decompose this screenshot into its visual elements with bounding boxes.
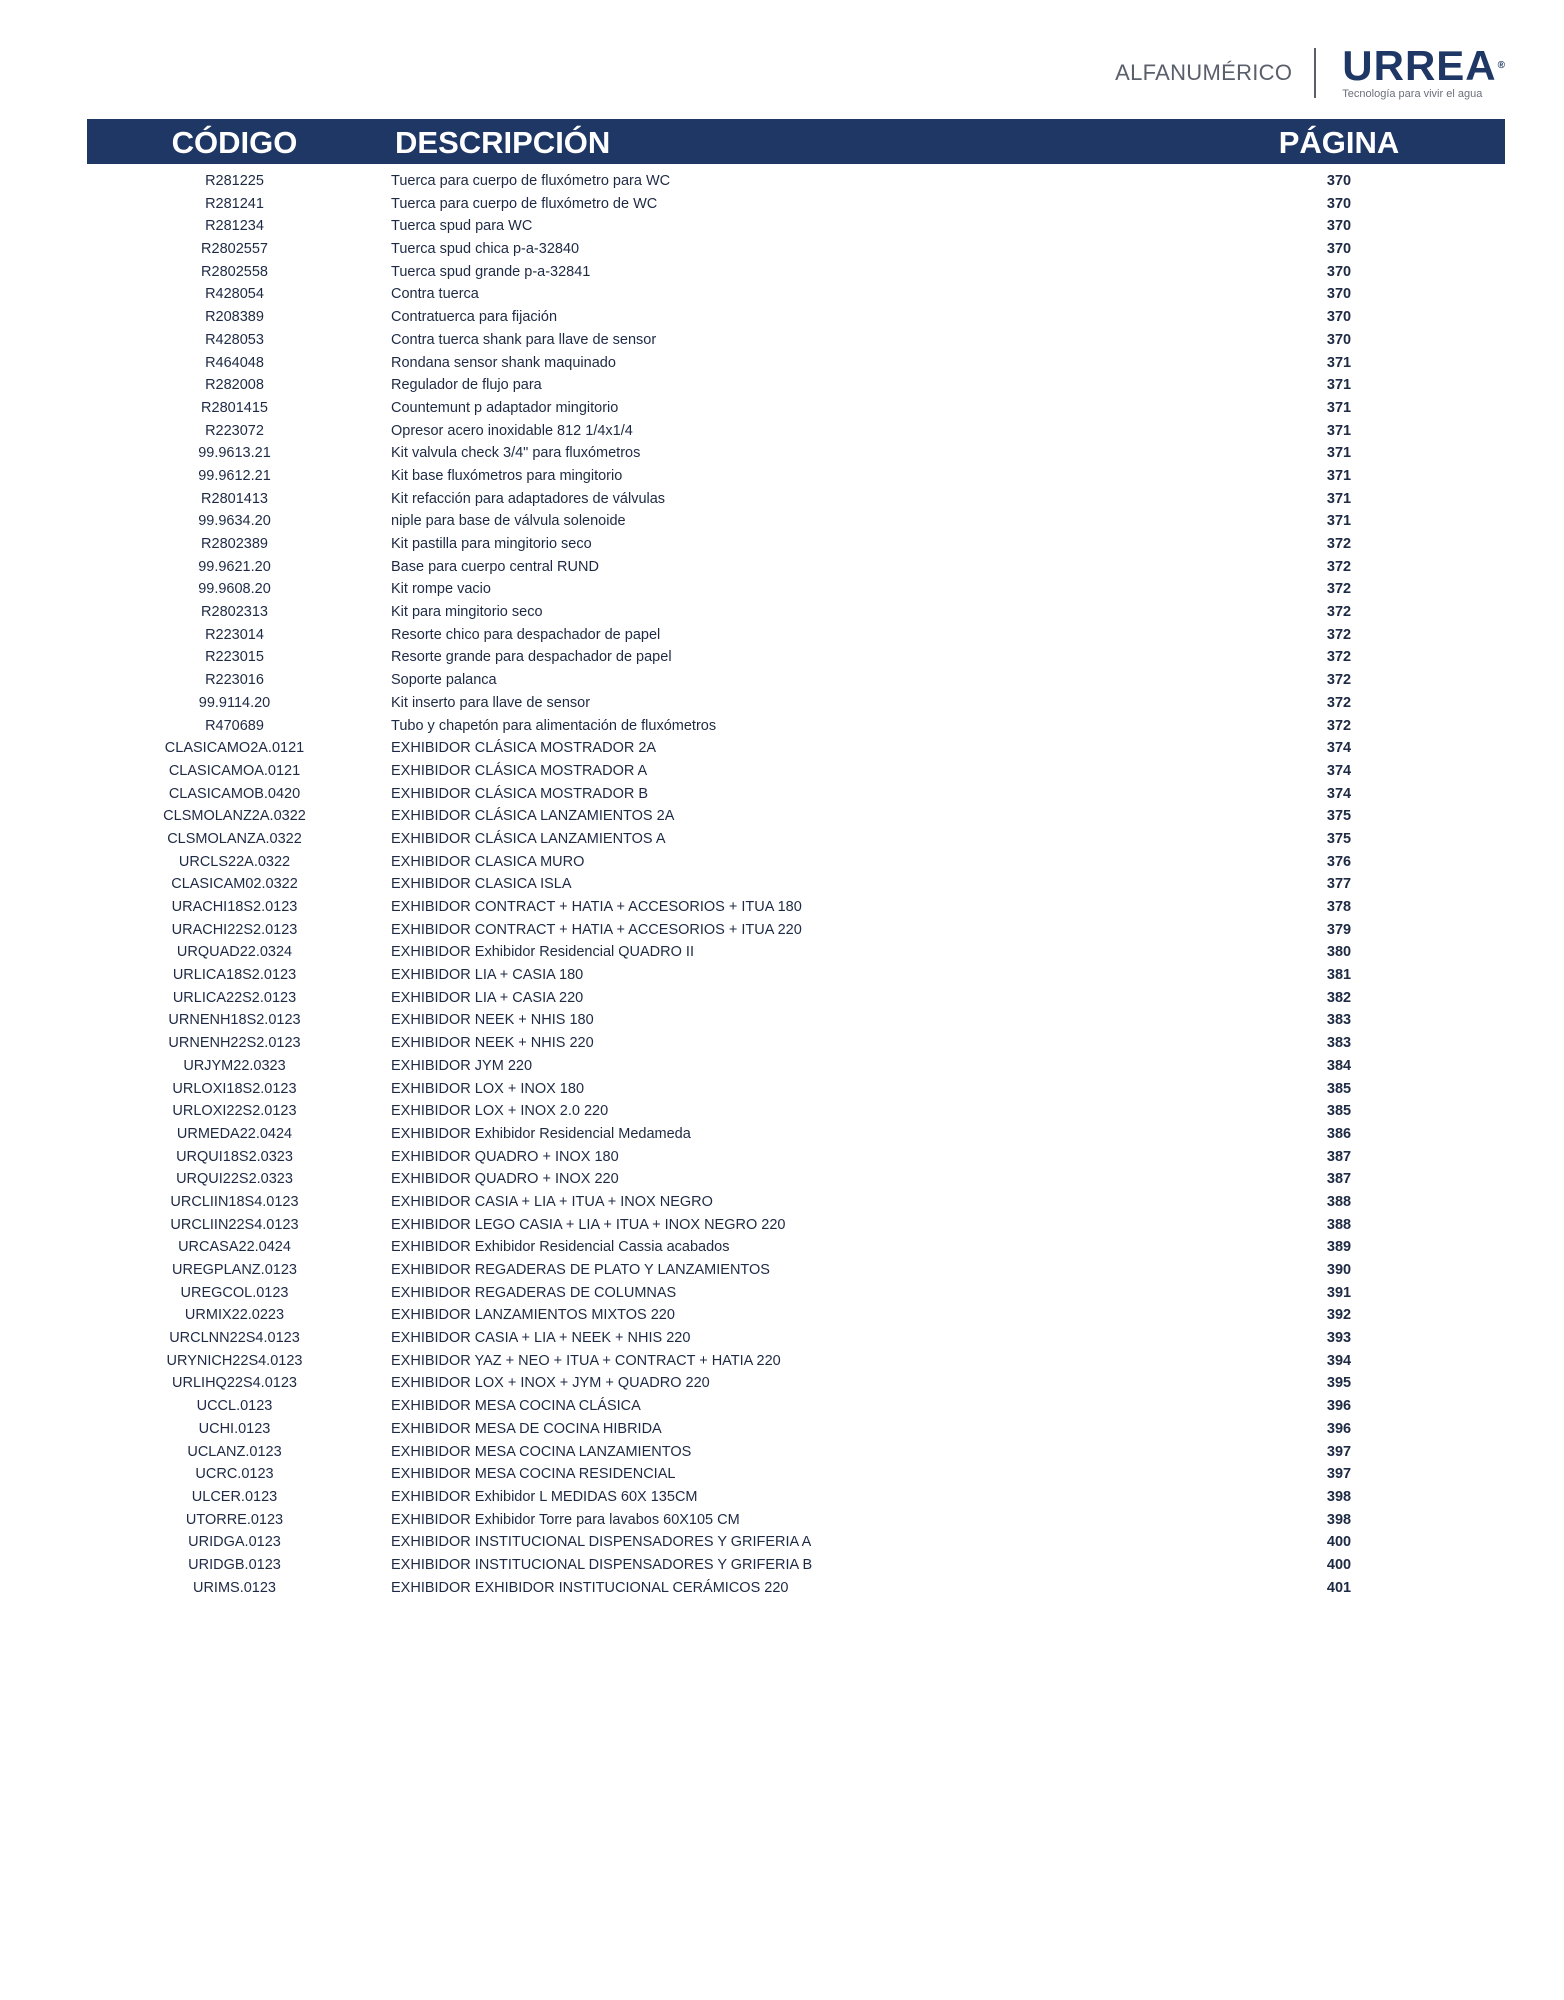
table-row (87, 873, 1505, 896)
table-row (87, 1236, 1505, 1259)
row-page: 381 (1326, 967, 1352, 984)
registered-mark: ® (1497, 60, 1506, 71)
table-row (87, 533, 1505, 556)
row-description: EXHIBIDOR CONTRACT + HATIA + ACCESORIOS + ITUA 180 (391, 899, 802, 915)
row-code: R281225 (205, 173, 264, 189)
row-code: URYNICH22S4.0123 (166, 1352, 303, 1369)
row-page: 392 (1326, 1307, 1352, 1324)
row-page: 372 (1326, 581, 1352, 598)
row-description: EXHIBIDOR LIA + CASIA 180 (391, 967, 584, 984)
row-description: EXHIBIDOR Exhibidor Torre para lavabos 60X105 CM (391, 1511, 740, 1528)
row-code: R464048 (205, 354, 264, 371)
row-description: EXHIBIDOR LOX + INOX 180 (391, 1080, 585, 1097)
table-row (87, 1554, 1505, 1577)
row-page: 397 (1326, 1443, 1352, 1460)
row-description: Kit valvula check 3/4" para fluxómetros (391, 445, 641, 462)
row-description: EXHIBIDOR LOX + INOX + JYM + QUADRO 220 (391, 1375, 710, 1392)
table-row (87, 329, 1505, 352)
table-row (87, 1441, 1505, 1464)
row-code: R2802557 (201, 241, 268, 258)
row-code: URQUAD22.0324 (176, 944, 293, 961)
row-page: 388 (1326, 1193, 1352, 1210)
row-description: Soporte palanca (391, 672, 497, 689)
row-description: Contratuerca para fijación (391, 309, 558, 326)
row-page: 372 (1326, 694, 1352, 711)
row-page: 372 (1326, 672, 1352, 689)
row-description: Kit rompe vacio (391, 581, 491, 598)
row-code: URCLIIN22S4.0123 (170, 1216, 299, 1233)
table-row (87, 624, 1505, 647)
row-page: 375 (1326, 808, 1352, 825)
table-header (87, 119, 1505, 164)
row-page: 387 (1326, 1148, 1352, 1165)
row-code: R208389 (205, 309, 264, 326)
row-code: URCLS22A.0322 (178, 853, 291, 870)
row-page: 372 (1326, 604, 1352, 621)
row-page: 379 (1326, 921, 1352, 938)
row-code: 99.9608.20 (198, 581, 271, 598)
row-page: 372 (1326, 536, 1352, 552)
table-row (87, 1191, 1505, 1214)
index-table-body (87, 170, 1505, 1599)
table-row (87, 352, 1505, 375)
table-row (87, 1327, 1505, 1350)
row-page: 383 (1326, 1012, 1352, 1029)
table-row (87, 510, 1505, 533)
table-row (87, 669, 1505, 692)
table-row (87, 1531, 1505, 1554)
row-code: URQUI22S2.0323 (176, 1171, 293, 1188)
row-description: EXHIBIDOR REGADERAS DE COLUMNAS (391, 1284, 677, 1301)
row-description: Resorte chico para despachador de papel (391, 626, 661, 643)
row-code: R2801413 (201, 490, 268, 507)
table-row (87, 1304, 1505, 1327)
row-page: 380 (1326, 944, 1352, 961)
row-code: R281234 (205, 218, 264, 235)
table-row (87, 941, 1505, 964)
row-code: URMEDA22.0424 (176, 1125, 293, 1142)
row-code: URJYM22.0323 (183, 1057, 286, 1074)
row-page: 372 (1326, 626, 1352, 643)
table-row (87, 646, 1505, 669)
table-row (87, 737, 1505, 760)
row-code: URLOXI18S2.0123 (172, 1080, 297, 1097)
table-row (87, 919, 1505, 942)
table-row (87, 1009, 1505, 1032)
row-page: 371 (1326, 354, 1352, 371)
table-row (87, 238, 1505, 261)
brand-name: URREA® (1342, 42, 1506, 89)
row-description: EXHIBIDOR NEEK + NHIS 220 (391, 1035, 594, 1052)
row-description: EXHIBIDOR NEEK + NHIS 180 (391, 1012, 594, 1029)
table-row (87, 1259, 1505, 1282)
table-row (87, 1395, 1505, 1418)
row-code: URMIX22.0223 (184, 1307, 285, 1324)
row-code: R2801415 (201, 399, 268, 416)
row-description: EXHIBIDOR CLASICA MURO (391, 853, 585, 870)
table-row (87, 556, 1505, 579)
row-code: URLIHQ22S4.0123 (172, 1375, 297, 1392)
row-page: 398 (1326, 1488, 1352, 1505)
row-code: URLICA22S2.0123 (172, 989, 297, 1006)
row-code: R223015 (205, 649, 264, 666)
row-code: UCRC.0123 (195, 1466, 274, 1483)
row-description: EXHIBIDOR EXHIBIDOR INSTITUCIONAL CERÁMICOS 220 (391, 1579, 789, 1596)
table-row (87, 692, 1505, 715)
table-row (87, 1100, 1505, 1123)
row-code: CLASICAMOB.0420 (168, 785, 301, 802)
row-code: 99.9612.21 (198, 467, 271, 484)
row-page: 374 (1326, 740, 1352, 757)
table-row (87, 987, 1505, 1010)
table-row (87, 1146, 1505, 1169)
table-row (87, 488, 1505, 511)
column-header-description: DESCRIPCIÓN (395, 125, 611, 160)
row-page: 370 (1326, 173, 1352, 189)
table-row (87, 1168, 1505, 1191)
row-description: EXHIBIDOR INSTITUCIONAL DISPENSADORES Y GRIFERIA A (391, 1534, 812, 1551)
row-page: 370 (1326, 286, 1352, 303)
row-code: URCASA22.0424 (178, 1239, 291, 1256)
table-row (87, 374, 1505, 397)
row-description: EXHIBIDOR CASIA + LIA + ITUA + INOX NEGRO (391, 1193, 713, 1210)
row-code: R428053 (205, 331, 264, 348)
row-code: 99.9621.20 (198, 558, 271, 575)
table-row (87, 1350, 1505, 1373)
row-code: R2802389 (201, 536, 268, 552)
row-page: 385 (1326, 1080, 1352, 1097)
row-code: URLICA18S2.0123 (172, 967, 297, 984)
row-page: 370 (1326, 195, 1352, 212)
row-page: 372 (1326, 649, 1352, 666)
row-description: EXHIBIDOR CLÁSICA MOSTRADOR B (391, 785, 649, 802)
row-description: Kit base fluxómetros para mingitorio (391, 467, 623, 484)
table-row (87, 442, 1505, 465)
row-code: UCLANZ.0123 (187, 1443, 282, 1460)
row-page: 372 (1326, 558, 1352, 575)
row-code: URACHI22S2.0123 (171, 921, 298, 938)
row-description: EXHIBIDOR MESA COCINA LANZAMIENTOS (391, 1443, 692, 1460)
table-row (87, 828, 1505, 851)
row-page: 375 (1326, 830, 1352, 847)
row-page: 370 (1326, 218, 1352, 235)
section-label: ALFANUMÉRICO (1115, 60, 1293, 85)
table-row (87, 1418, 1505, 1441)
row-description: EXHIBIDOR CLÁSICA LANZAMIENTOS A (391, 830, 666, 847)
row-description: EXHIBIDOR CONTRACT + HATIA + ACCESORIOS + ITUA 220 (391, 921, 802, 938)
row-code: UCCL.0123 (196, 1398, 273, 1415)
row-description: EXHIBIDOR QUADRO + INOX 220 (391, 1171, 619, 1188)
row-description: Kit inserto para llave de sensor (391, 694, 591, 711)
row-page: 386 (1326, 1125, 1352, 1142)
table-row (87, 1055, 1505, 1078)
table-row (87, 601, 1505, 624)
row-code: 99.9114.20 (198, 694, 271, 711)
row-description: Regulador de flujo para (391, 377, 542, 394)
brand-tagline: Tecnología para vivir el agua (1342, 88, 1483, 100)
row-description: Kit pastilla para mingitorio seco (391, 536, 592, 552)
row-code: URACHI18S2.0123 (171, 899, 298, 915)
row-page: 376 (1326, 853, 1352, 870)
row-description: Tubo y chapetón para alimentación de fluxómetros (391, 717, 717, 734)
row-code: CLASICAMO2A.0121 (164, 740, 305, 757)
row-description: EXHIBIDOR CLÁSICA MOSTRADOR A (391, 762, 648, 779)
row-description: EXHIBIDOR CLASICA ISLA (391, 876, 572, 893)
row-description: Rondana sensor shank maquinado (391, 354, 616, 371)
row-description: Contra tuerca shank para llave de sensor (391, 331, 657, 348)
row-description: Opresor acero inoxidable 812 1/4x1/4 (391, 422, 633, 439)
row-code: ULCER.0123 (191, 1488, 278, 1505)
row-page: 397 (1326, 1466, 1352, 1483)
row-description: EXHIBIDOR MESA COCINA RESIDENCIAL (391, 1466, 676, 1483)
row-description: niple para base de válvula solenoide (391, 513, 626, 530)
row-page: 378 (1326, 899, 1352, 915)
row-description: Tuerca para cuerpo de fluxómetro de WC (391, 195, 658, 212)
row-page: 400 (1326, 1556, 1352, 1573)
row-code: UCHI.0123 (198, 1420, 271, 1437)
row-code: R281241 (205, 195, 264, 212)
row-page: 371 (1326, 377, 1352, 394)
brand-logo (1342, 42, 1506, 100)
table-row (87, 1577, 1505, 1600)
row-description: EXHIBIDOR LOX + INOX 2.0 220 (391, 1103, 609, 1120)
table-row (87, 1463, 1505, 1486)
table-row (87, 783, 1505, 806)
row-code: UTORRE.0123 (185, 1511, 284, 1528)
row-code: CLSMOLANZ2A.0322 (163, 808, 306, 825)
row-page: 389 (1326, 1239, 1352, 1256)
row-description: Tuerca spud chica p-a-32840 (391, 241, 580, 258)
row-page: 396 (1326, 1398, 1352, 1415)
table-row (87, 420, 1505, 443)
row-description: EXHIBIDOR LIA + CASIA 220 (391, 989, 584, 1006)
table-row (87, 715, 1505, 738)
table-row (87, 1372, 1505, 1395)
row-description: Tuerca spud grande p-a-32841 (391, 263, 591, 280)
row-description: EXHIBIDOR CASIA + LIA + NEEK + NHIS 220 (391, 1330, 691, 1347)
table-row (87, 1078, 1505, 1101)
row-description: EXHIBIDOR JYM 220 (391, 1057, 533, 1074)
row-page: 396 (1326, 1420, 1352, 1437)
row-code: URQUI18S2.0323 (176, 1148, 293, 1165)
row-code: 99.9613.21 (198, 445, 271, 462)
table-row (87, 964, 1505, 987)
row-page: 383 (1326, 1035, 1352, 1052)
table-row (87, 1032, 1505, 1055)
row-code: CLASICAM02.0322 (171, 876, 298, 893)
row-description: Contra tuerca (391, 286, 479, 303)
row-page: 393 (1326, 1330, 1352, 1347)
row-description: Kit refacción para adaptadores de válvulas (391, 490, 666, 507)
row-description: EXHIBIDOR MESA DE COCINA HIBRIDA (391, 1420, 662, 1437)
table-row (87, 215, 1505, 238)
row-description: EXHIBIDOR Exhibidor Residencial Medameda (391, 1125, 691, 1142)
row-code: 99.9634.20 (198, 513, 271, 530)
row-page: 385 (1326, 1103, 1352, 1120)
row-code: URNENH18S2.0123 (168, 1012, 301, 1029)
row-page: 370 (1326, 309, 1352, 326)
row-description: EXHIBIDOR Exhibidor Residencial Cassia acabados (391, 1239, 730, 1256)
row-page: 371 (1326, 422, 1352, 439)
row-code: R223016 (205, 672, 264, 689)
table-row (87, 261, 1505, 284)
row-description: Base para cuerpo central RUND (391, 558, 599, 575)
column-header-code: CÓDIGO (171, 125, 298, 160)
row-page: 400 (1326, 1534, 1352, 1551)
row-page: 401 (1326, 1579, 1352, 1596)
row-code: R2802313 (201, 604, 268, 621)
row-page: 395 (1326, 1375, 1352, 1392)
row-code: R470689 (205, 717, 264, 734)
row-description: Kit para mingitorio seco (391, 604, 543, 621)
row-page: 384 (1326, 1057, 1352, 1074)
row-code: URIMS.0123 (192, 1579, 276, 1596)
row-code: CLASICAMOA.0121 (168, 762, 301, 779)
row-code: URIDGA.0123 (188, 1534, 281, 1551)
row-code: R2802558 (201, 263, 268, 280)
row-description: EXHIBIDOR CLÁSICA LANZAMIENTOS 2A (391, 808, 675, 825)
row-page: 370 (1326, 331, 1352, 348)
row-code: URLOXI22S2.0123 (172, 1103, 297, 1120)
table-row (87, 306, 1505, 329)
row-page: 387 (1326, 1171, 1352, 1188)
row-page: 391 (1326, 1284, 1352, 1301)
table-row (87, 578, 1505, 601)
row-code: URCLIIN18S4.0123 (170, 1193, 299, 1210)
header-divider (1314, 48, 1316, 98)
row-page: 394 (1326, 1352, 1352, 1369)
table-row (87, 193, 1505, 216)
row-description: EXHIBIDOR Exhibidor L MEDIDAS 60X 135CM (391, 1488, 698, 1505)
row-page: 371 (1326, 399, 1352, 416)
row-code: UREGPLANZ.0123 (172, 1262, 297, 1278)
row-description: EXHIBIDOR QUADRO + INOX 180 (391, 1148, 619, 1165)
column-header-page: PÁGINA (1278, 125, 1400, 160)
row-code: R223072 (205, 422, 264, 439)
row-page: 377 (1326, 876, 1352, 893)
row-page: 371 (1326, 490, 1352, 507)
row-description: EXHIBIDOR LEGO CASIA + LIA + ITUA + INOX NEGRO 220 (391, 1216, 786, 1233)
table-row (87, 170, 1505, 193)
table-row (87, 760, 1505, 783)
row-page: 371 (1326, 467, 1352, 484)
table-row (87, 851, 1505, 874)
row-description: EXHIBIDOR YAZ + NEO + ITUA + CONTRACT + HATIA 220 (391, 1352, 781, 1369)
table-row (87, 1486, 1505, 1509)
row-code: URNENH22S2.0123 (168, 1035, 301, 1052)
table-row (87, 283, 1505, 306)
table-row (87, 465, 1505, 488)
row-code: CLSMOLANZA.0322 (167, 830, 302, 847)
page-header (1115, 42, 1506, 100)
row-page: 370 (1326, 263, 1352, 280)
table-row (87, 896, 1505, 919)
row-page: 398 (1326, 1511, 1352, 1528)
table-row (87, 397, 1505, 420)
table-row (87, 1509, 1505, 1532)
row-code: R282008 (205, 377, 264, 394)
row-description: Tuerca spud para WC (391, 218, 533, 235)
row-code: R223014 (205, 626, 264, 643)
table-row (87, 1282, 1505, 1305)
row-page: 370 (1326, 241, 1352, 258)
row-description: EXHIBIDOR MESA COCINA CLÁSICA (391, 1398, 641, 1415)
row-code: R428054 (205, 286, 264, 303)
row-description: EXHIBIDOR CLÁSICA MOSTRADOR 2A (391, 740, 657, 757)
table-row (87, 805, 1505, 828)
row-description: EXHIBIDOR LANZAMIENTOS MIXTOS 220 (391, 1307, 675, 1324)
row-page: 372 (1326, 717, 1352, 734)
row-description: EXHIBIDOR Exhibidor Residencial QUADRO II (391, 944, 694, 961)
row-page: 374 (1326, 785, 1352, 802)
table-row (87, 1214, 1505, 1237)
row-page: 374 (1326, 762, 1352, 779)
row-code: URIDGB.0123 (188, 1556, 281, 1573)
row-page: 390 (1326, 1262, 1352, 1278)
row-description: Resorte grande para despachador de papel (391, 649, 672, 666)
row-description: EXHIBIDOR INSTITUCIONAL DISPENSADORES Y GRIFERIA B (391, 1556, 813, 1573)
row-page: 371 (1326, 513, 1352, 530)
row-page: 388 (1326, 1216, 1352, 1233)
row-page: 382 (1326, 989, 1352, 1006)
row-description: EXHIBIDOR REGADERAS DE PLATO Y LANZAMIENTOS (391, 1262, 770, 1278)
row-description: Countemunt p adaptador mingitorio (391, 399, 619, 416)
row-page: 371 (1326, 445, 1352, 462)
table-row (87, 1123, 1505, 1146)
row-description: Tuerca para cuerpo de fluxómetro para WC (391, 173, 671, 189)
row-code: URCLNN22S4.0123 (169, 1330, 300, 1347)
row-code: UREGCOL.0123 (180, 1284, 289, 1301)
